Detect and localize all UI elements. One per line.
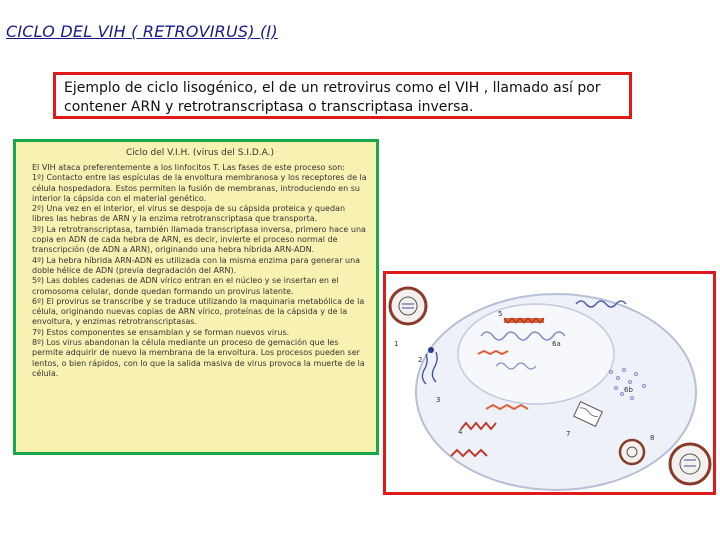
- step-2: 2º) Una vez en el interior, el virus se despoja de su cápsida proteica y quedan libres las hebras de ARN y la enzima retrotranscriptasa que transporta.: [32, 204, 346, 224]
- panel-heading: Ciclo del V.I.H. (virus del S.I.D.A.): [125, 148, 275, 158]
- label-5: 5: [498, 310, 503, 318]
- virus-entering: [390, 288, 426, 324]
- label-7: 7: [566, 430, 571, 438]
- label-2: 2: [418, 356, 423, 364]
- step-8: 8º) Los virus abandonan la célula mediante un proceso de gemación que les permite adquirir de nuevo la membrana de la envoltura. Los procesos pueden ser lentos, o bien rápidos, con lo que la salida masiva de virus provoca la muerte de la célula.: [32, 338, 365, 378]
- label-6a: 6a: [552, 340, 561, 348]
- step-3: 3º) La retrotranscriptasa, también llamada transcriptasa inversa, primero hace una copia en ADN de cada hebra de ARN, es decir, invierte el proceso normal de transcripción (de ADN a ARN), originando una hebra híbrida ARN-ADN.: [32, 224, 366, 255]
- label-8: 8: [650, 434, 655, 442]
- hiv-cycle-diagram: [383, 271, 716, 495]
- label-1: 1: [394, 340, 399, 348]
- page-title: CICLO DEL VIH ( RETROVIRUS) (I): [6, 22, 278, 41]
- label-4: 4: [458, 428, 463, 436]
- step-intro: El VIH ataca preferentemente a los linfocitos T. Las fases de este proceso son:: [32, 163, 345, 172]
- hiv-cycle-text-panel: [13, 139, 379, 455]
- label-3: 3: [436, 396, 441, 404]
- virus-budding: [620, 440, 644, 464]
- label-6b: 6b: [624, 386, 633, 394]
- step-6: 6º) El provirus se transcribe y se traduce utilizando la maquinaria metabólica de la célula, originando nuevas copias de ARN vírico, proteínas de la cápsida y de la envoltura, y enzimas retrotranscriptasas.: [32, 296, 365, 327]
- step-4: 4º) La hebra híbrida ARN-ADN es utilizada con la misma enzima para generar una doble hélice de ADN (previa degradación del ARN).: [32, 255, 361, 275]
- virus-released: [670, 444, 710, 484]
- step-1: 1º) Contacto entre las espículas de la envoltura membranosa y los receptores de la célula hospedadora. Estos permiten la fusión de membranas, introduciendo en su interior la cápsida con el material genético.: [32, 173, 367, 203]
- intro-box: Ejemplo de ciclo lisogénico, el de un retrovirus como el VIH , llamado así por contener ARN y retrotranscriptasa o transcriptasa inversa.: [53, 72, 632, 119]
- cell-illustration: [386, 274, 713, 492]
- step-5: 5º) Las dobles cadenas de ADN vírico entran en el núcleo y se insertan en el cromosoma celular, donde quedan formando un provirus latente.: [32, 276, 339, 296]
- step-7: 7º) Estos componentes se ensamblan y se forman nuevos virus.: [32, 327, 290, 337]
